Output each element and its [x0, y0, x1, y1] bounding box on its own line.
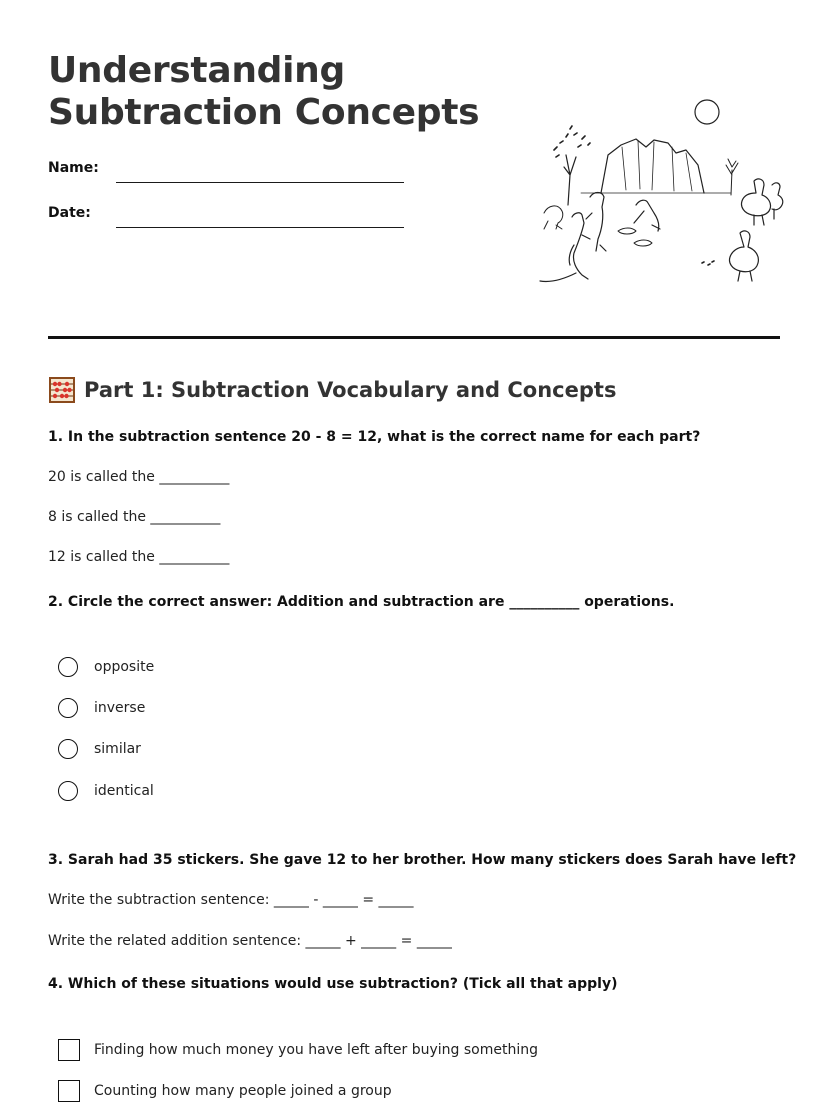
option-label: opposite — [94, 659, 155, 675]
radio-circle-icon[interactable] — [58, 739, 78, 759]
small-kangaroo — [544, 206, 563, 229]
radio-circle-icon[interactable] — [58, 657, 78, 677]
question-4: 4. Which of these situations would use subtraction? (Tick all that apply) — [48, 976, 618, 992]
q2-option[interactable] — [58, 737, 141, 761]
tree — [564, 155, 576, 205]
option-label: similar — [94, 741, 141, 757]
option-label: Finding how much money you have left after buying something — [94, 1042, 539, 1058]
tree-right — [726, 159, 738, 195]
q2-option[interactable] — [58, 655, 154, 679]
sun — [695, 100, 719, 124]
name-answer-line[interactable] — [116, 182, 404, 183]
q3-answer-line[interactable]: Write the subtraction sentence: _____ - _____ = _____ — [48, 892, 414, 908]
q1-answer-line[interactable]: 20 is called the __________ — [48, 469, 230, 485]
date-label: Date: — [48, 205, 91, 221]
option-label: inverse — [94, 700, 146, 716]
name-row — [48, 160, 408, 190]
option-label: identical — [94, 783, 154, 799]
checkbox-icon[interactable] — [58, 1080, 80, 1102]
q3-answer-line[interactable]: Write the related addition sentence: _____ + _____ = _____ — [48, 933, 452, 949]
radio-circle-icon[interactable] — [58, 698, 78, 718]
emu-bottom — [729, 231, 758, 281]
q4-option[interactable] — [58, 1079, 392, 1103]
worksheet-page — [48, 0, 797, 1118]
q2-option[interactable] — [58, 696, 145, 720]
kangaroo-center — [586, 193, 606, 252]
date-answer-line[interactable] — [116, 227, 404, 228]
part1-heading — [48, 374, 616, 406]
emu-top-2 — [772, 183, 783, 219]
radio-circle-icon[interactable] — [58, 781, 78, 801]
part1-title: Part 1: Subtraction Vocabulary and Concepts — [84, 378, 617, 402]
q1-answer-line[interactable]: 12 is called the __________ — [48, 549, 230, 565]
checkbox-icon[interactable] — [58, 1039, 80, 1061]
name-label: Name: — [48, 160, 99, 176]
abacus-icon — [48, 376, 76, 404]
date-row — [48, 205, 408, 235]
question-2: 2. Circle the correct answer: Addition and subtraction are __________ operations. — [48, 594, 675, 610]
q2-option[interactable] — [58, 779, 154, 803]
question-3: 3. Sarah had 35 stickers. She gave 12 to her brother. How many stickers does Sarah have left? — [48, 852, 797, 868]
q1-answer-line[interactable]: 8 is called the __________ — [48, 509, 221, 525]
kangaroo-left — [540, 213, 590, 282]
option-label: Counting how many people joined a group — [94, 1083, 392, 1099]
emu-top — [741, 179, 770, 225]
outback-illustration — [526, 95, 786, 295]
worksheet-title: Understanding Subtraction Concepts — [48, 50, 480, 133]
header-divider — [48, 336, 780, 339]
q4-option[interactable] — [58, 1038, 538, 1062]
question-1: 1. In the subtraction sentence 20 - 8 = 12, what is the correct name for each part? — [48, 429, 701, 445]
kangaroo-right — [634, 200, 660, 231]
